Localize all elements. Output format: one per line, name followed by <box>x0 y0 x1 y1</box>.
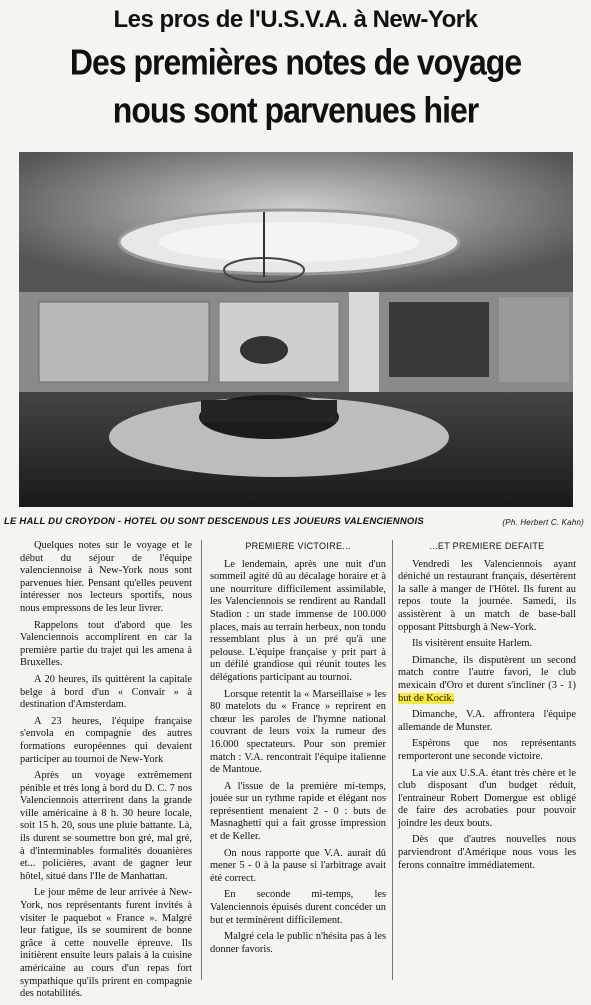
paragraph: La vie aux U.S.A. étant très chère et le club disposant d'un budget réduit, l'entraineur Robert Domergue est obligé de faire des acrobaties pour pouvoir joindre les deux bouts. <box>398 767 576 829</box>
caption-text: LE HALL DU CROYDON - HOTEL OU SONT DESCENDUS LES JOUEURS VALENCIENNOIS <box>4 516 424 527</box>
paragraph: Lorsque retentit la « Marseillaise » les 80 matelots du « France » reprirent en chœur les paroles de l'hymne national couvrant de leurs voix la rumeur des 16.000 spectateurs. Pour son premier match : V.A. rencontrait l'équipe italienne de Mantoue. <box>210 688 386 776</box>
paragraph: A 23 heures, l'équipe française s'envola en compagnie des autres formations européennes qui devaient participer au tournoi de New-York <box>20 715 192 765</box>
paragraph: A 20 heures, ils quittèrent la capitale belge à bord d'un « Convair » à destination d'Amsterdam. <box>20 673 192 711</box>
paragraph: Espérons que nos représentants remporteront une seconde victoire. <box>398 738 576 762</box>
column-divider <box>392 540 393 980</box>
paragraph: Vendredi les Valenciennois ayant déniché un restaurant français, désertèrent la salle à manger de l'Hôtel. Ils furent au repos toute la journée. Samedi, ils assistèrent à un match de base-ball opposant Pittsburgh à New-York. <box>398 558 576 633</box>
section-heading: ...ET PREMIERE DEFAITE <box>429 541 545 551</box>
paragraph: Après un voyage extrêmement pénible et très long à bord du D. C. 7 nos Valenciennois atterrirent dans la grande ville américaine à 8 h. 30 heure locale, soit 15 h. 20, sous une pluie battante. Là, ils durent se soumettre bon gré, mal gré, à d'interminables formalités douanières et... policières, avant de gagner leur hôtel, situé dans l'Ile de Manhattan. <box>20 770 192 882</box>
photo-caption <box>4 516 584 532</box>
paragraph: Le jour même de leur arrivée à New-York, nos représentants furent invités à visiter le paquebot « France ». Malgré leur fatigue, ils se soumirent de bonne grâce à cette nouvelle épreuve. Ils initièrent ensuite leurs palais à la cuisine américaine au cours d'un repas fort sympathique qu'ils prirent en compagnie des notabilités. <box>20 887 192 1000</box>
kicker-headline: Les pros de l'U.S.V.A. à New-York <box>113 6 478 33</box>
main-headline-line1: Des premières notes de voyage <box>69 41 522 83</box>
column-divider <box>201 540 202 980</box>
paragraph <box>398 655 576 705</box>
column-2 <box>210 540 386 960</box>
paragraph: Dimanche, V.A. affrontera l'équipe allemande de Munster. <box>398 709 576 733</box>
hotel-hall-photo <box>19 152 573 507</box>
column-1 <box>20 540 192 1005</box>
paragraph: Dès que d'autres nouvelles nous parviendront d'Amérique nous vous les ferons connaître immédiatement. <box>398 834 576 871</box>
paragraph: Malgré cela le public n'hésita pas à les donner favoris. <box>210 931 386 955</box>
paragraph: Le lendemain, après une nuit d'un sommeil agité dû au décalage horaire et à une nourriture difficilement assimilable, les Valenciennois se rendirent au Randall Stadion : un stade immense de 100.000 places, mais au terrain herbeux, non tondu ressemblant plus à un pré qu'à une pelouse. L'équipe française y prit part à un défilé grandiose qui réunit toutes les délégations participant au tournoi. <box>210 558 387 683</box>
paragraph: En seconde mi-temps, les Valenciennois épuisés durent concéder un but et terminèrent difficilement. <box>210 889 386 926</box>
paragraph: On nous rapporte que V.A. aurait dû mener 5 - 0 à la pause si l'arbitrage avait été correct. <box>210 847 386 884</box>
main-headline-line2: nous sont parvenues hier <box>112 89 479 131</box>
paragraph: Quelques notes sur le voyage et le début du séjour de l'équipe valenciennoise à New-York nous sont parvenues hier. Pensant qu'elles peuvent intéresser nos lecteurs sportifs, nous nous empressons de les leur livrer. <box>20 540 192 614</box>
paragraph-text: Dimanche, ils disputèrent un second match contre l'autre favori, le club mexicain d'Oro et durent s'incliner (3 - 1) <box>398 654 576 691</box>
column-3 <box>398 540 576 876</box>
paragraph: Ils visitèrent ensuite Harlem. <box>412 638 533 650</box>
section-heading: PREMIERE VICTOIRE... <box>245 541 351 551</box>
highlighted-text: but de Kocik. <box>398 692 455 704</box>
paragraph: Rappelons tout d'abord que les Valenciennois accomplirent en car la première partie du trajet qui les amena à Bruxelles. <box>20 619 192 669</box>
photo-credit: (Ph. Herbert C. Kahn) <box>502 518 584 527</box>
paragraph: A l'issue de la première mi-temps, jouée sur un rythme rapide et élégant nos représentient menaient 2 - 0 : buts de Masnaghetti qui a fait grosse impression et de Keller. <box>210 780 386 843</box>
